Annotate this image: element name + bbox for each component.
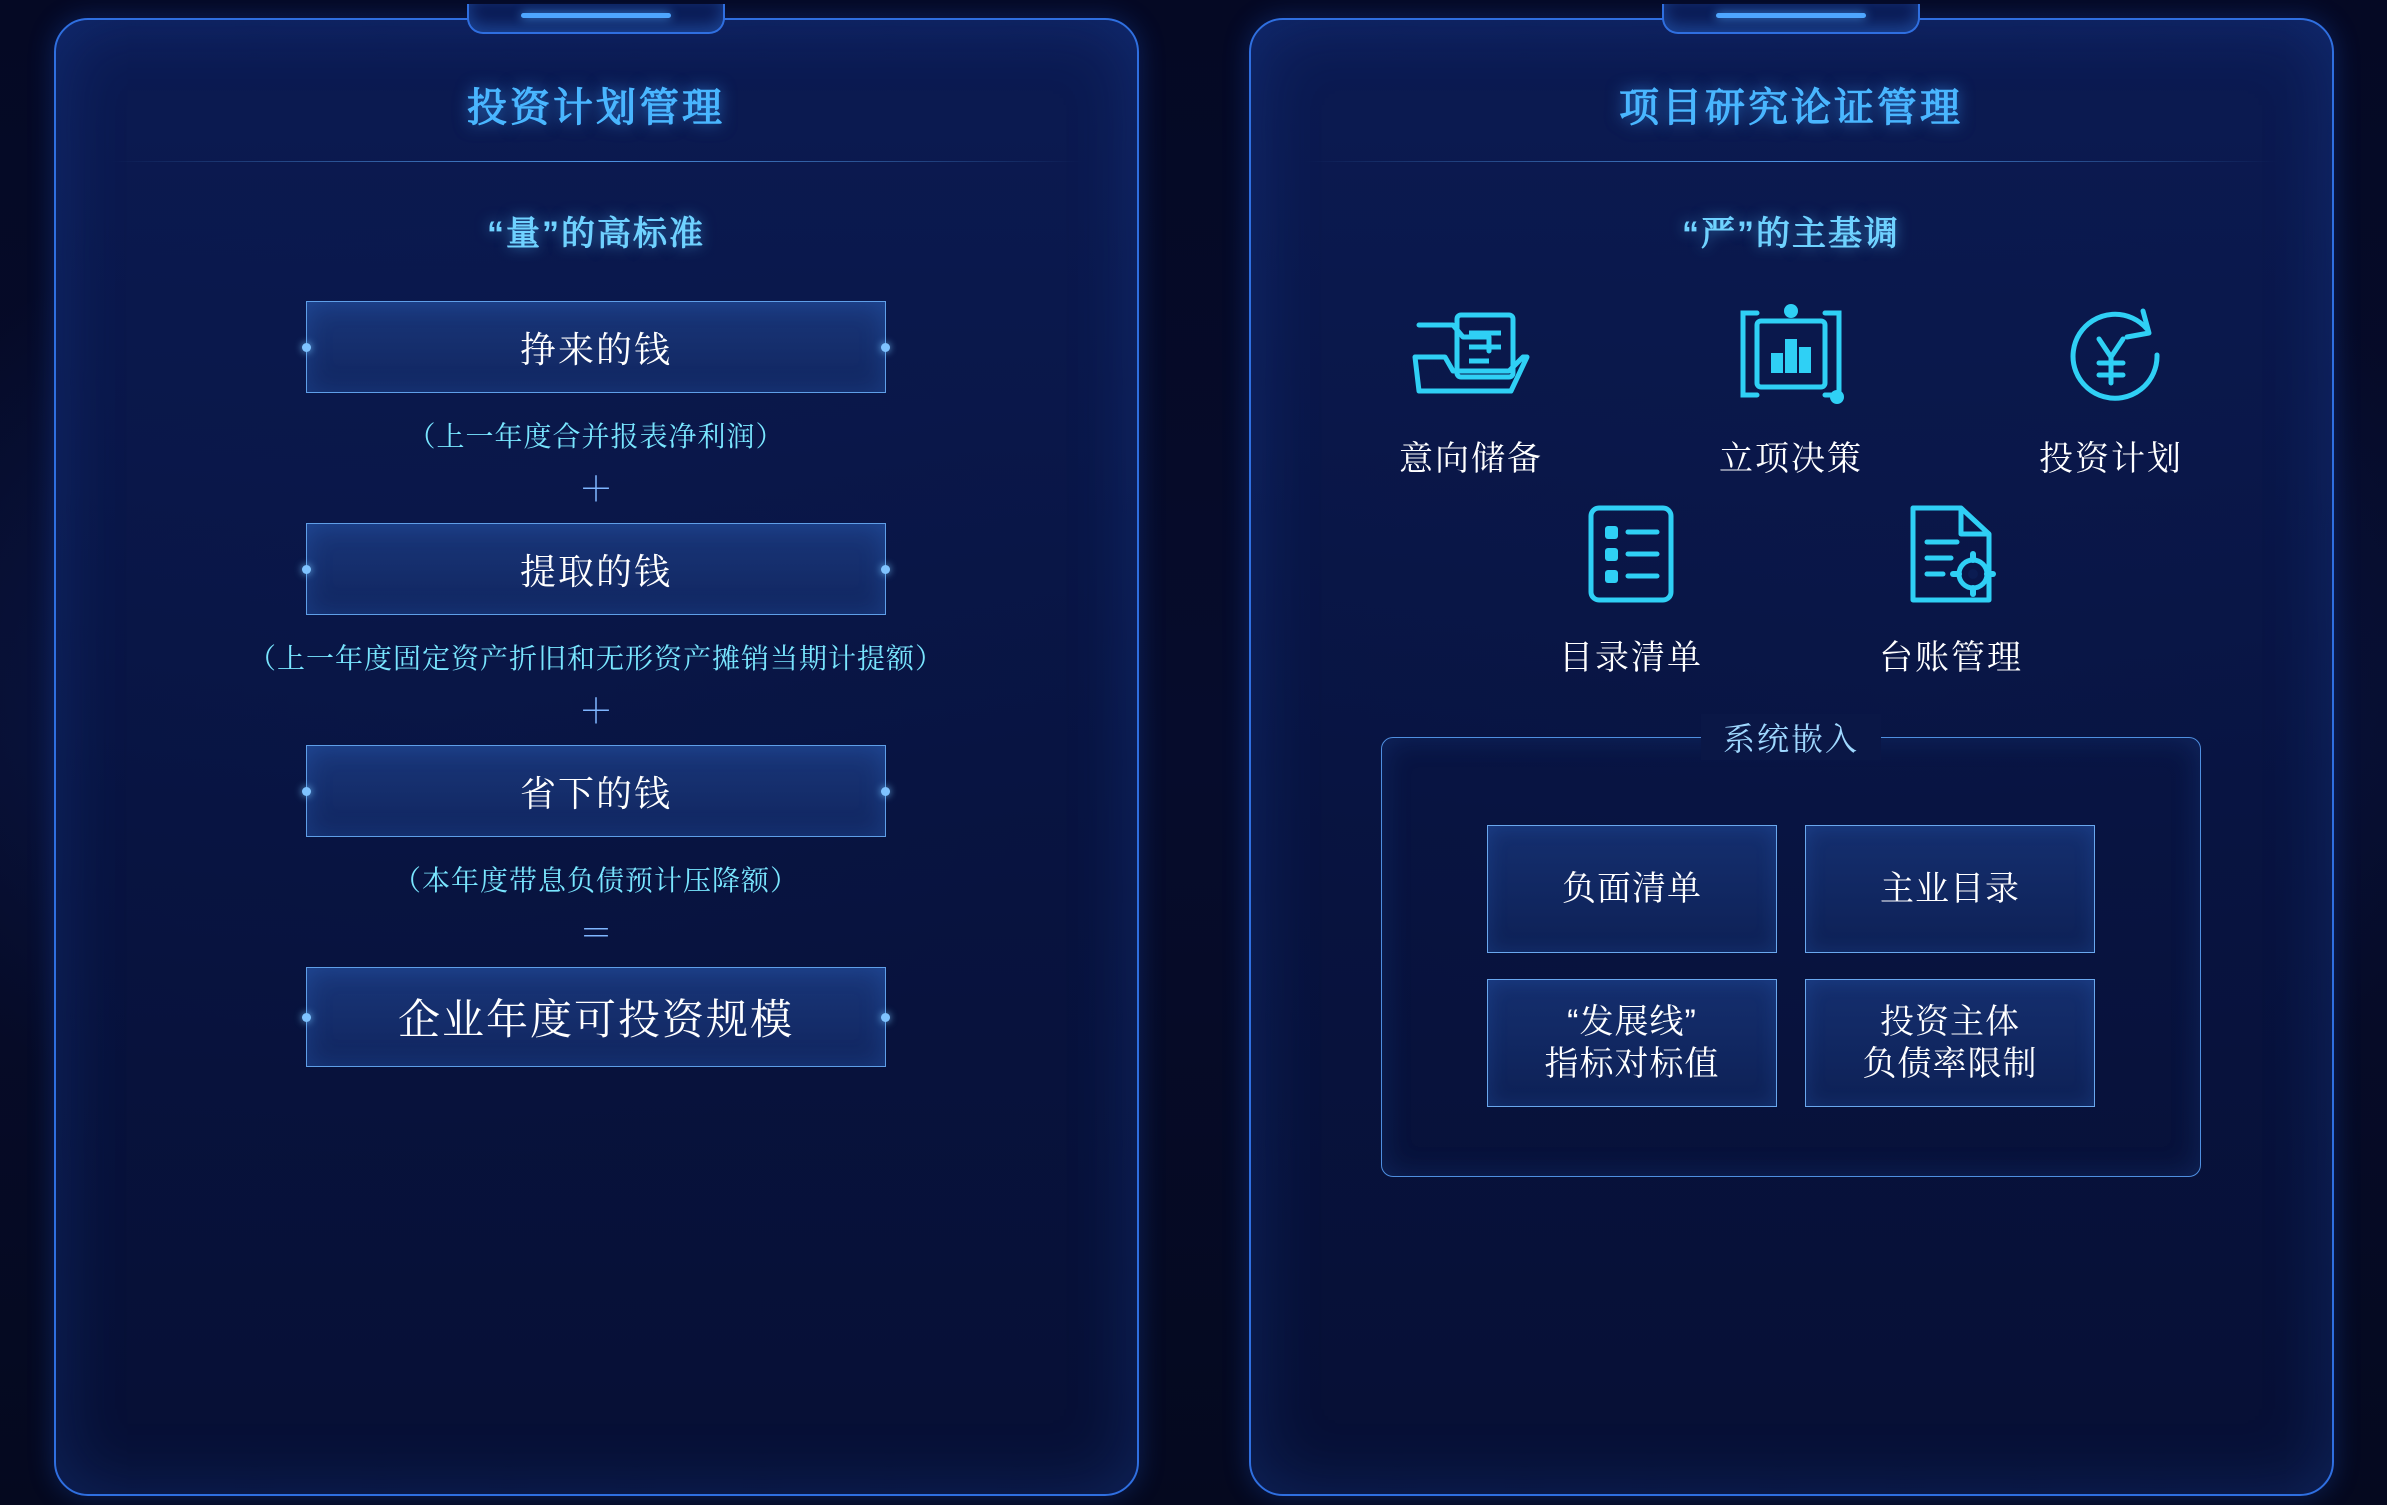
feature-project-decision[interactable] xyxy=(1631,295,1951,480)
feature-label: 台账管理 xyxy=(1879,639,2023,677)
right-subtitle: “严”的主基调 xyxy=(1682,215,1900,253)
chip-development-line-benchmark[interactable] xyxy=(1487,979,1777,1107)
formula-operator-plus-1: ＋ xyxy=(579,471,613,509)
feature-ledger-management[interactable] xyxy=(1791,494,2111,679)
panel-notch-right xyxy=(1662,4,1920,34)
feature-catalog-list[interactable] xyxy=(1471,494,1791,679)
folder-document-icon xyxy=(1405,295,1537,415)
system-embed-row-2 xyxy=(1487,979,2095,1107)
project-research-panel xyxy=(1249,18,2334,1496)
title-divider xyxy=(110,161,1083,162)
system-embed-row-1 xyxy=(1487,825,2095,953)
page-title-right: 项目研究论证管理 xyxy=(1619,86,1963,130)
chip-line-1: 主业目录 xyxy=(1880,869,2020,908)
formula-box-extracted: 提取的钱 xyxy=(306,523,886,615)
feature-label: 意向储备 xyxy=(1399,440,1543,478)
formula-note-saved: （本年度带息负债预计压降额） xyxy=(392,865,799,896)
formula-box-earned: 挣来的钱 xyxy=(306,301,886,393)
formula-operator-equals: ＝ xyxy=(579,915,613,953)
chip-negative-list[interactable] xyxy=(1487,825,1777,953)
system-embed-legend: 系统嵌入 xyxy=(1701,714,1881,760)
formula-box-saved: 省下的钱 xyxy=(306,745,886,837)
chip-line-2: 负债率限制 xyxy=(1862,1045,2038,1083)
system-embed-group xyxy=(1381,721,2201,1177)
investment-plan-panel xyxy=(54,18,1139,1496)
chip-main-business-catalog[interactable] xyxy=(1805,825,2095,953)
left-subtitle: “量”的高标准 xyxy=(487,215,705,253)
chip-investor-debt-ratio-limit[interactable] xyxy=(1805,979,2095,1107)
chip-line-2: 指标对标值 xyxy=(1544,1045,1720,1083)
formula-operator-plus-2: ＋ xyxy=(579,693,613,731)
chip-line-1: 负面清单 xyxy=(1562,869,1702,908)
investment-formula xyxy=(110,301,1083,1067)
checklist-icon xyxy=(1565,494,1697,614)
formula-note-extracted: （上一年度固定资产折旧和无形资产摊销当期计提额） xyxy=(247,643,944,674)
chip-line-1: 投资主体 xyxy=(1880,1002,2020,1041)
feature-label: 投资计划 xyxy=(2039,440,2183,478)
feature-intent-reserve[interactable] xyxy=(1311,295,1631,480)
formula-result-box: 企业年度可投资规模 xyxy=(306,967,886,1067)
yuan-refresh-icon xyxy=(2045,295,2177,415)
title-divider-right xyxy=(1305,161,2278,162)
feature-icon-grid xyxy=(1305,295,2278,679)
bar-chart-icon xyxy=(1725,295,1857,415)
feature-investment-plan[interactable] xyxy=(1951,295,2271,480)
page-title: 投资计划管理 xyxy=(467,86,725,130)
formula-note-earned: （上一年度合并报表净利润） xyxy=(407,421,785,452)
feature-label: 立项决策 xyxy=(1719,440,1863,478)
feature-label: 目录清单 xyxy=(1559,639,1703,677)
chip-line-1: “发展线” xyxy=(1567,1002,1697,1041)
panel-notch-left xyxy=(467,4,725,34)
document-gear-icon xyxy=(1885,494,2017,614)
